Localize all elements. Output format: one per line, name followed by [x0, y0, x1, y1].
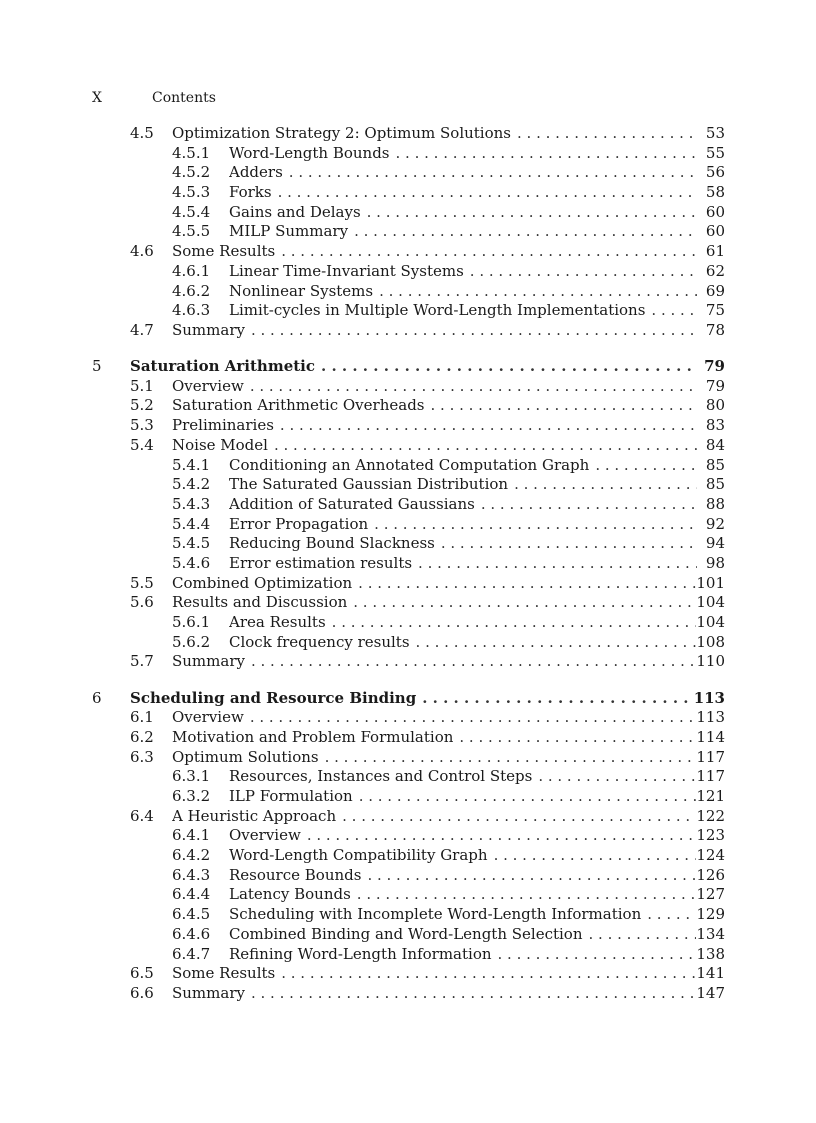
toc-entry-title: Reducing Bound Slackness [229, 534, 435, 553]
dot-leader [475, 495, 697, 515]
toc-entry-title: Combined Binding and Word-Length Selection [229, 924, 583, 943]
toc-subsection-entry[interactable] [92, 633, 725, 653]
toc-entry-page: 84 [705, 435, 725, 454]
toc-entry-page: 124 [696, 846, 725, 865]
toc-entry-number: 5.6.2 [172, 632, 211, 651]
toc-entry-page: 138 [696, 944, 725, 963]
toc-entry-page: 85 [705, 475, 725, 494]
toc-entry-number: 5.4 [130, 435, 154, 454]
dot-leader [641, 905, 696, 925]
toc-entry-page: 94 [705, 534, 725, 553]
dot-leader [245, 984, 696, 1004]
toc-entry-number: 6.4.3 [172, 865, 211, 884]
toc-entry-title: The Saturated Gaussian Distribution [229, 475, 509, 494]
dot-leader [361, 203, 697, 223]
toc-entry-page: 129 [696, 905, 725, 924]
toc-entry-number: 5.5 [130, 573, 154, 592]
dot-leader [301, 826, 697, 846]
toc-subsection-entry[interactable] [92, 846, 725, 866]
toc-entry-number: 4.5.2 [172, 163, 211, 182]
dot-leader [373, 282, 697, 302]
toc-entry-number: 5.4.4 [172, 514, 211, 533]
toc-entry-number: 4.6.1 [172, 261, 211, 280]
toc-entry-page: 126 [696, 865, 725, 884]
toc-entry-title: Linear Time-Invariant Systems [229, 261, 464, 280]
toc-entry-number: 5.2 [130, 396, 154, 415]
table-of-contents [92, 124, 725, 1004]
dot-leader [336, 807, 696, 827]
dot-leader [245, 321, 697, 341]
dot-leader [351, 885, 697, 905]
toc-entry-number: 5 [92, 357, 102, 376]
toc-entry-page: 127 [696, 885, 725, 904]
toc-entry-title: Resources, Instances and Control Steps [229, 767, 533, 786]
toc-section-entry[interactable] [92, 652, 725, 672]
toc-entry-number: 5.4.2 [172, 475, 211, 494]
toc-entry-page: 53 [705, 124, 725, 142]
dot-leader [352, 574, 696, 594]
toc-subsection-entry[interactable] [92, 925, 725, 945]
dot-leader [275, 242, 697, 262]
toc-subsection-entry[interactable] [92, 456, 725, 476]
toc-subsection-entry[interactable] [92, 183, 725, 203]
toc-section-entry[interactable] [92, 124, 725, 144]
dot-leader [488, 846, 697, 866]
toc-entry-number: 5.7 [130, 652, 154, 671]
toc-entry-title: Gains and Delays [229, 202, 361, 221]
toc-section-entry[interactable] [92, 964, 725, 984]
toc-entry-number: 4.5.3 [172, 183, 211, 202]
toc-entry-number: 4.6.2 [172, 281, 211, 300]
dot-leader [645, 301, 697, 321]
toc-entry-title: Word-Length Compatibility Graph [229, 846, 488, 865]
dot-leader [361, 866, 696, 886]
toc-chapter-entry[interactable] [92, 357, 725, 377]
toc-subsection-entry[interactable] [92, 767, 725, 787]
toc-entry-title: Overview [229, 826, 301, 845]
dot-leader [347, 593, 696, 613]
toc-entry-title: Saturation Arithmetic [130, 357, 316, 376]
dot-leader [353, 787, 697, 807]
dot-leader [583, 925, 697, 945]
toc-entry-title: ILP Formulation [229, 787, 353, 805]
toc-subsection-entry[interactable] [92, 515, 725, 535]
toc-entry-title: Word-Length Bounds [229, 143, 390, 162]
dot-leader [272, 183, 697, 203]
dot-leader [274, 416, 697, 436]
toc-entry-title: Limit-cycles in Multiple Word-Length Implementations [229, 301, 646, 320]
toc-section-entry[interactable] [92, 984, 725, 1004]
toc-entry-title: Summary [172, 320, 245, 339]
toc-entry-number: 6 [92, 688, 102, 707]
toc-entry-title: Refining Word-Length Information [229, 944, 492, 963]
dot-leader [589, 456, 697, 476]
toc-entry-number: 6.2 [130, 727, 154, 746]
toc-entry-page: 108 [696, 632, 725, 651]
toc-entry-title: Preliminaries [172, 416, 274, 435]
toc-entry-number: 5.6.1 [172, 613, 211, 631]
toc-subsection-entry[interactable] [92, 475, 725, 495]
toc-entry-title: Overview [172, 376, 244, 395]
toc-subsection-entry[interactable] [92, 144, 725, 164]
toc-entry-number: 4.7 [130, 320, 154, 339]
toc-subsection-entry[interactable] [92, 301, 725, 321]
toc-entry-title: A Heuristic Approach [172, 806, 337, 825]
toc-entry-number: 6.4.1 [172, 826, 211, 845]
toc-subsection-entry[interactable] [92, 495, 725, 515]
toc-subsection-entry[interactable] [92, 554, 725, 574]
toc-entry-number: 6.4.5 [172, 905, 211, 924]
toc-section-entry[interactable] [92, 574, 725, 594]
toc-entry-title: Some Results [172, 242, 276, 261]
toc-entry-page: 121 [696, 787, 725, 805]
toc-entry-number: 4.6.3 [172, 301, 211, 320]
toc-entry-title: Error estimation results [229, 553, 413, 572]
toc-entry-page: 88 [705, 494, 725, 513]
toc-entry-number: 6.4 [130, 806, 154, 825]
toc-subsection-entry[interactable] [92, 613, 725, 633]
toc-chapter-entry[interactable] [92, 689, 725, 709]
toc-entry-page: 134 [696, 924, 725, 943]
toc-subsection-entry[interactable] [92, 163, 725, 183]
toc-entry-page: 60 [705, 202, 725, 221]
toc-entry-title: Area Results [229, 613, 326, 631]
toc-subsection-entry[interactable] [92, 282, 725, 302]
toc-entry-title: Some Results [172, 964, 276, 983]
toc-entry-number: 5.4.5 [172, 534, 211, 553]
toc-subsection-entry[interactable] [92, 885, 725, 905]
dot-leader [435, 534, 697, 554]
toc-entry-page: 83 [705, 416, 725, 435]
toc-entry-page: 123 [696, 826, 725, 845]
toc-entry-title: Optimum Solutions [172, 747, 319, 766]
toc-entry-title: Adders [229, 163, 283, 182]
dot-leader [416, 689, 694, 709]
toc-section-entry[interactable] [92, 242, 725, 262]
toc-entry-page: 113 [696, 708, 725, 727]
toc-entry-title: Summary [172, 983, 245, 1002]
toc-section-entry[interactable] [92, 807, 725, 827]
dot-leader [492, 945, 697, 965]
toc-entry-title: Forks [229, 183, 272, 202]
toc-entry-number: 5.4.3 [172, 494, 211, 513]
toc-entry-title: Combined Optimization [172, 573, 353, 592]
running-title: Contents [152, 90, 216, 106]
toc-entry-page: 85 [705, 455, 725, 474]
toc-entry-page: 147 [696, 983, 725, 1002]
toc-subsection-entry[interactable] [92, 945, 725, 965]
toc-section-entry[interactable] [92, 321, 725, 341]
toc-entry-title: Addition of Saturated Gaussians [229, 494, 475, 513]
toc-entry-number: 6.4.2 [172, 846, 211, 865]
dot-leader [268, 436, 697, 456]
page-number: X [92, 90, 102, 106]
toc-entry-number: 5.4.1 [172, 455, 211, 474]
toc-entry-number: 4.6 [130, 242, 154, 261]
toc-entry-number: 6.4.7 [172, 944, 211, 963]
toc-entry-page: 113 [693, 688, 725, 707]
toc-entry-title: Motivation and Problem Formulation [172, 727, 454, 746]
dot-leader [326, 613, 697, 633]
toc-entry-number: 5.4.6 [172, 553, 211, 572]
toc-section-entry[interactable] [92, 748, 725, 768]
dot-leader [315, 357, 697, 377]
toc-entry-page: 56 [705, 163, 725, 182]
toc-entry-title: Optimization Strategy 2: Optimum Solutions [172, 124, 511, 142]
toc-entry-number: 5.1 [130, 376, 154, 395]
toc-entry-page: 92 [705, 514, 725, 533]
toc-entry-page: 110 [696, 652, 725, 671]
toc-entry-number: 6.4.4 [172, 885, 211, 904]
dot-leader [412, 554, 697, 574]
toc-subsection-entry[interactable] [92, 826, 725, 846]
toc-entry-page: 79 [705, 376, 725, 395]
toc-entry-number: 6.3.1 [172, 767, 211, 786]
toc-entry-page: 122 [696, 806, 725, 825]
toc-entry-title: Nonlinear Systems [229, 281, 374, 300]
toc-subsection-entry[interactable] [92, 905, 725, 925]
toc-entry-number: 6.6 [130, 983, 154, 1002]
toc-entry-number: 6.3 [130, 747, 154, 766]
toc-entry-page: 62 [705, 261, 725, 280]
toc-entry-number: 5.6 [130, 593, 154, 612]
toc-entry-number: 6.3.2 [172, 787, 211, 805]
dot-leader [464, 262, 697, 282]
toc-subsection-entry[interactable] [92, 787, 725, 807]
toc-entry-page: 78 [705, 320, 725, 339]
dot-leader [275, 964, 696, 984]
toc-entry-page: 104 [696, 613, 725, 631]
toc-entry-page: 98 [705, 553, 725, 572]
toc-entry-page: 60 [705, 222, 725, 241]
toc-entry-page: 79 [704, 357, 725, 376]
toc-entry-page: 114 [696, 727, 725, 746]
dot-leader [453, 728, 696, 748]
toc-section-entry[interactable] [92, 396, 725, 416]
dot-leader [511, 124, 697, 144]
dot-leader [532, 767, 696, 787]
toc-entry-title: Overview [172, 708, 244, 727]
dot-leader [244, 377, 697, 397]
toc-section-entry[interactable] [92, 416, 725, 436]
dot-leader [283, 163, 697, 183]
toc-entry-title: Summary [172, 652, 245, 671]
dot-leader [348, 222, 697, 242]
toc-entry-page: 104 [696, 593, 725, 612]
toc-entry-page: 55 [705, 143, 725, 162]
dot-leader [410, 633, 697, 653]
toc-section-entry[interactable] [92, 593, 725, 613]
toc-subsection-entry[interactable] [92, 203, 725, 223]
toc-subsection-entry[interactable] [92, 222, 725, 242]
toc-section-entry[interactable] [92, 708, 725, 728]
toc-section-entry[interactable] [92, 728, 725, 748]
toc-entry-page: 117 [696, 747, 725, 766]
toc-entry-title: Noise Model [172, 435, 268, 454]
toc-entry-title: Saturation Arithmetic Overheads [172, 396, 425, 415]
toc-section-entry[interactable] [92, 377, 725, 397]
toc-entry-number: 4.5 [130, 124, 154, 142]
dot-leader [425, 396, 698, 416]
toc-entry-title: Results and Discussion [172, 593, 348, 612]
toc-section-entry[interactable] [92, 436, 725, 456]
toc-entry-number: 6.4.6 [172, 924, 211, 943]
toc-entry-number: 5.3 [130, 416, 154, 435]
toc-entry-page: 141 [696, 964, 725, 983]
toc-entry-title: Scheduling with Incomplete Word-Length Information [229, 905, 642, 924]
toc-entry-number: 4.5.4 [172, 202, 211, 221]
toc-entry-title: Clock frequency results [229, 632, 410, 651]
toc-entry-page: 61 [705, 242, 725, 261]
toc-entry-title: Error Propagation [229, 514, 369, 533]
dot-leader [390, 144, 697, 164]
dot-leader [368, 515, 697, 535]
toc-entry-title: Latency Bounds [229, 885, 351, 904]
dot-leader [508, 475, 697, 495]
toc-entry-title: Resource Bounds [229, 865, 362, 884]
toc-subsection-entry[interactable] [92, 866, 725, 886]
dot-leader [319, 748, 697, 768]
toc-entry-number: 6.5 [130, 964, 154, 983]
toc-entry-page: 117 [696, 767, 725, 786]
dot-leader [245, 652, 696, 672]
toc-entry-number: 4.5.5 [172, 222, 211, 241]
toc-subsection-entry[interactable] [92, 262, 725, 282]
toc-entry-number: 4.5.1 [172, 143, 211, 162]
toc-subsection-entry[interactable] [92, 534, 725, 554]
toc-entry-page: 75 [705, 301, 725, 320]
toc-entry-page: 58 [705, 183, 725, 202]
toc-entry-title: Scheduling and Resource Binding [130, 688, 417, 707]
toc-entry-page: 80 [705, 396, 725, 415]
toc-entry-title: Conditioning an Annotated Computation Graph [229, 455, 590, 474]
dot-leader [244, 708, 697, 728]
toc-entry-title: MILP Summary [229, 222, 349, 241]
toc-entry-number: 6.1 [130, 708, 154, 727]
toc-entry-page: 69 [705, 281, 725, 300]
toc-entry-page: 101 [696, 573, 725, 592]
